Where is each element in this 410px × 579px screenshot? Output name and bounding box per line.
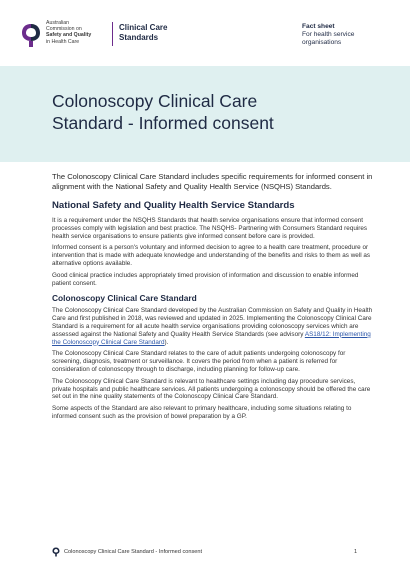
paragraph: Good clinical practice includes appropriately timed provision of information and discussion to enable informed patient consent. <box>52 271 359 287</box>
paragraph: Informed consent is a person's voluntary and informed decision to agree to a health care treatment, procedure or intervention that is made with adequate knowledge and understanding of the benefits and risks to them as well as alternative options available. <box>52 244 371 267</box>
paragraph: The Colonoscopy Clinical Care Standard developed by the Australian Commission on Safety and Quality in Health Care and first published in 2018, was reviewed and updated in 2025. Implementing the Colonoscopy Clinical Care Standard is a requirement for all acute health service organisations providing colonoscopy services which are assessed against the National Safety and Quality Health Service Standards (see advisory AS18/12: Implementing the Colonoscopy Clinical Care Standard). <box>52 307 373 346</box>
page-number: 1 <box>354 549 358 555</box>
section-heading-colonoscopy: Colonoscopy Clinical Care Standard <box>52 293 197 304</box>
paragraph: The Colonoscopy Clinical Care Standard is relevant to healthcare settings including day procedure services, private hospitals and public healthcare services. All patients undergoing a colonoscopy should be offered the care set out in the nine quality statements of the Colonoscopy Clinical Care Standard. <box>52 377 371 401</box>
section-heading-nsqhs: National Safety and Quality Health Service Standards <box>52 200 295 211</box>
paragraph: It is a requirement under the NSQHS Standards that health service organisations ensure that informed consent processes comply with legislation and best practice. The NSQHS- Partnering with Consumers Standard requires health service organisations to ensure patients give informed consent before care is provided. <box>52 217 368 240</box>
main-content <box>52 172 374 425</box>
commission-logo-icon <box>20 22 42 48</box>
paragraph: Some aspects of the Standard are also relevant to primary healthcare, including some situations relating to informed consent such as the provision of bowel preparation by a GP. <box>52 405 352 420</box>
header-divider <box>112 22 113 46</box>
page-header <box>0 0 410 66</box>
program-name: Clinical Care Standards <box>119 23 168 42</box>
title-banner <box>0 66 410 162</box>
advisory-link[interactable]: AS18/12: Implementing the Colonoscopy Clinical Care Standard <box>52 330 371 346</box>
intro-paragraph: The Colonoscopy Clinical Care Standard includes specific requirements for informed consent in alignment with the National Safety and Quality Health Service (NSQHS) Standards. <box>52 172 373 191</box>
page-footer <box>0 543 410 561</box>
commission-small-logo-icon <box>52 547 60 557</box>
document-type: Fact sheet For health service organisations <box>302 23 355 46</box>
page-title: Colonoscopy Clinical Care Standard - Informed consent <box>52 91 274 133</box>
footer-title: Colonoscopy Clinical Care Standard - Informed consent <box>64 549 203 555</box>
organisation-name: Australian Commission on Safety and Quality in Health Care <box>46 20 92 45</box>
paragraph: The Colonoscopy Clinical Care Standard relates to the care of adult patients undergoing colonoscopy for screening, diagnosis, treatment or surveillance. It covers the period from when a patient is referred for consideration of colonoscopy through to discharge, including planning for follow-up care. <box>52 350 346 373</box>
